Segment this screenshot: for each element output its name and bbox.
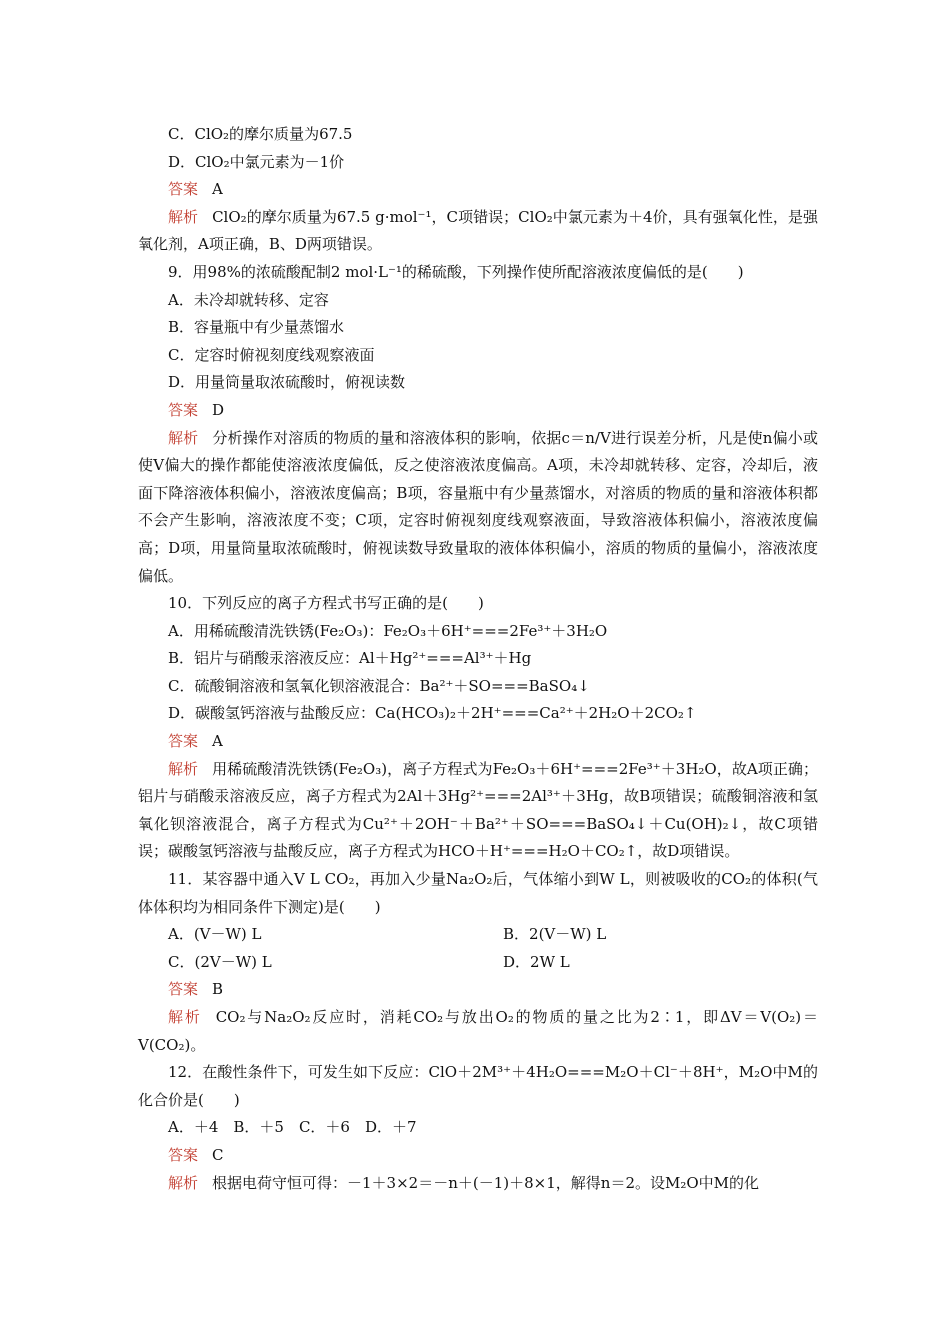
answer-tag: 答案 xyxy=(168,180,199,199)
analysis-tag: 解析 xyxy=(168,1008,202,1026)
q10-option-d: D．碳酸氢钙溶液与盐酸反应：Ca(HCO₃)₂＋2H⁺===Ca²⁺＋2H₂O＋2CO₂↑ xyxy=(168,704,697,723)
answer-tag: 答案 xyxy=(168,732,199,751)
analysis-text: 根据电荷守恒可得：－1＋3×2＝－n＋(－1)＋8×1，解得n＝2。设M₂O中M的化 xyxy=(212,1173,760,1192)
q12-options: A．＋4 B．＋5 C．＋6 D．＋7 xyxy=(168,1118,417,1137)
q10-option-a: A．用稀硫酸清洗铁锈(Fe₂O₃)：Fe₂O₃＋6H⁺===2Fe³⁺＋3H₂O xyxy=(168,621,608,640)
q11-stem: 11．某容器中通入V L CO₂，再加入少量Na₂O₂后，气体缩小到W L，则被吸收的CO₂的体积(气体体积均为相同条件下测定)是( ) xyxy=(138,870,818,916)
answer-tag: 答案 xyxy=(168,1145,199,1164)
q11-option-c: C．(2V－W) L xyxy=(168,952,272,971)
q8-option-d: D．ClO₂中氯元素为－1价 xyxy=(168,152,345,171)
analysis-text: ClO₂的摩尔质量为67.5 g·mol⁻¹，C项错误；ClO₂中氯元素为＋4价，具有强氧化性，是强氧化剂，A项正确，B、D两项错误。 xyxy=(138,207,818,254)
q11-option-d: D．2W L xyxy=(503,952,570,971)
q9-option-a: A．未冷却就转移、定容 xyxy=(168,290,329,309)
q8-answer xyxy=(138,176,818,204)
analysis-tag: 解析 xyxy=(168,1173,199,1192)
q10-stem: 10．下列反应的离子方程式书写正确的是( ) xyxy=(168,594,484,613)
q12-analysis xyxy=(138,1170,818,1198)
q9-option-c: C．定容时俯视刻度线观察液面 xyxy=(168,345,375,364)
analysis-text: CO₂与Na₂O₂反应时，消耗CO₂与放出O₂的物质的量之比为2∶1，即ΔV＝V(O₂)＝V(CO₂)。 xyxy=(138,1008,818,1054)
q11-analysis xyxy=(138,1004,818,1059)
q9-stem: 9．用98%的浓硫酸配制2 mol·L⁻¹的稀硫酸，下列操作使所配溶液浓度偏低的是( ) xyxy=(168,262,744,281)
answer-tag: 答案 xyxy=(168,980,199,999)
answer-value: D xyxy=(212,400,225,419)
q9-analysis xyxy=(138,425,818,591)
answer-tag: 答案 xyxy=(168,400,199,419)
q10-option-c: C．硫酸铜溶液和氢氧化钡溶液混合：Ba²⁺＋SO===BaSO₄↓ xyxy=(168,676,590,695)
q8-analysis xyxy=(138,204,818,259)
q12-answer xyxy=(138,1142,818,1170)
q11-option-b: B．2(V－W) L xyxy=(503,925,607,944)
answer-value: A xyxy=(212,180,223,199)
analysis-text: 用稀硫酸清洗铁锈(Fe₂O₃)，离子方程式为Fe₂O₃＋6H⁺===2Fe³⁺＋3H₂O，故A项正确；铝片与硝酸汞溶液反应，离子方程式为2Al＋3Hg²⁺===2Al³⁺＋3Hg，故B项错误；硫酸铜溶液和氢氧化钡溶液混合，离子方程式为Cu²⁺＋2OH⁻＋Ba²⁺＋SO===BaSO₄↓＋Cu(OH)₂↓，故C项错误；碳酸氢钙溶液与盐酸反应，离子方程式为HCO＋H⁺===H₂O＋CO₂↑，故D项错误。 xyxy=(138,759,818,861)
q9-option-d: D．用量筒量取浓硫酸时，俯视读数 xyxy=(168,373,406,392)
q9-option-b: B．容量瓶中有少量蒸馏水 xyxy=(168,318,345,337)
answer-value: A xyxy=(212,732,223,751)
q10-answer xyxy=(138,728,818,756)
analysis-tag: 解析 xyxy=(168,428,199,447)
analysis-tag: 解析 xyxy=(168,207,199,226)
q9-answer xyxy=(138,397,818,425)
q11-option-a: A．(V－W) L xyxy=(168,925,262,944)
q10-option-b: B．铝片与硝酸汞溶液反应：Al＋Hg²⁺===Al³⁺＋Hg xyxy=(168,649,532,668)
q11-answer xyxy=(138,976,818,1004)
q10-analysis xyxy=(138,756,818,866)
q8-option-c: C．ClO₂的摩尔质量为67.5 xyxy=(168,125,353,143)
q11-options-row-1 xyxy=(138,921,818,949)
q12-stem: 12．在酸性条件下，可发生如下反应：ClO＋2M³⁺＋4H₂O===M₂O＋Cl⁻＋8H⁺，M₂O中M的化合价是( ) xyxy=(138,1063,818,1109)
answer-value: C xyxy=(212,1145,224,1164)
document-content xyxy=(138,121,818,1197)
analysis-text: 分析操作对溶质的物质的量和溶液体积的影响，依据c＝n/V进行误差分析，凡是使n偏小或使V偏大的操作都能使溶液浓度偏低，反之使溶液浓度偏高。A项，未冷却就转移、定容，冷却后，液面下降溶液体积偏小，溶液浓度偏高；B项，容量瓶中有少量蒸馏水，对溶质的物质的量和溶液体积都不会产生影响，溶液浓度不变；C项，定容时俯视刻度线观察液面，导致溶液体积偏小，溶液浓度偏高；D项，用量筒量取浓硫酸时，俯视读数导致量取的液体体积偏小，溶质的物质的量偏小，溶液浓度偏低。 xyxy=(138,428,818,585)
analysis-tag: 解析 xyxy=(168,759,199,778)
answer-value: B xyxy=(212,980,224,999)
q11-options-row-2 xyxy=(138,949,818,977)
